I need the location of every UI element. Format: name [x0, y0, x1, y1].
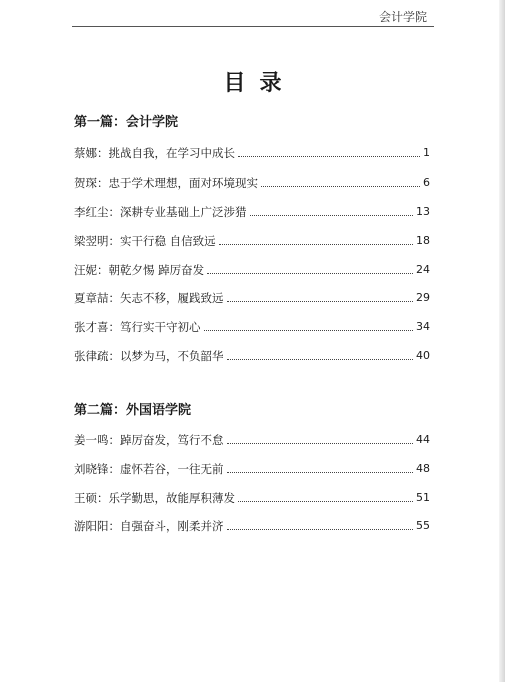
- toc-entry-text: 刘晓锋：虚怀若谷，一往无前: [74, 462, 224, 476]
- toc-entry-text: 李红尘：深耕专业基础上广泛涉猎: [74, 205, 247, 219]
- toc-entry[interactable]: [74, 461, 430, 477]
- dot-leader: [227, 472, 414, 473]
- toc-page-number: 44: [416, 433, 430, 446]
- toc-entry-text: 张才喜：笃行实干守初心: [74, 320, 201, 334]
- toc-page-number: 48: [416, 462, 430, 475]
- toc-page-number: 24: [416, 263, 430, 276]
- toc-entry-text: 张律疏：以梦为马，不负韶华: [74, 349, 224, 363]
- running-header: 会计学院: [378, 10, 427, 24]
- toc-entry-text: 王硕：乐学勤思，故能厚积薄发: [74, 491, 235, 505]
- toc-page-number: 55: [416, 519, 430, 532]
- toc-entry-text: 梁翌明：实干行稳 自信致远: [74, 234, 216, 248]
- toc-entry-text: 蔡娜：挑战自我，在学习中成长: [74, 146, 235, 160]
- dot-leader: [207, 273, 413, 274]
- toc-entry[interactable]: [74, 348, 430, 364]
- toc-entry[interactable]: [74, 290, 430, 306]
- toc-entry-text: 游阳阳：自强奋斗，刚柔并济: [74, 519, 224, 533]
- toc-entry[interactable]: [74, 262, 430, 278]
- toc-entry-text: 夏章喆：矢志不移，履践致远: [74, 291, 224, 305]
- header-rule: [72, 26, 434, 27]
- toc-entry[interactable]: [74, 432, 430, 448]
- dot-leader: [204, 330, 414, 331]
- toc-entry[interactable]: [74, 204, 430, 220]
- toc-entry[interactable]: [74, 175, 430, 191]
- section-title-accounting: 第一篇：会计学院: [74, 115, 179, 130]
- section-title-foreign-languages: 第二篇：外国语学院: [74, 403, 192, 418]
- toc-entry[interactable]: [74, 319, 430, 335]
- dot-leader: [227, 359, 414, 360]
- toc-entry[interactable]: [74, 145, 430, 161]
- toc-page-number: 1: [423, 146, 430, 159]
- toc-entry[interactable]: [74, 490, 430, 506]
- toc-entry-text: 贺琛：忠于学术理想，面对环境现实: [74, 176, 258, 190]
- toc-page-number: 13: [416, 205, 430, 218]
- page-title: 目录: [223, 70, 296, 96]
- toc-page-number: 51: [416, 491, 430, 504]
- dot-leader: [238, 156, 420, 157]
- dot-leader: [227, 301, 414, 302]
- toc-page-number: 6: [423, 176, 430, 189]
- toc-page-number: 29: [416, 291, 430, 304]
- toc-page-number: 40: [416, 349, 430, 362]
- toc-page-number: 34: [416, 320, 430, 333]
- dot-leader: [219, 244, 413, 245]
- toc-entry-text: 汪妮：朝乾夕惕 踔厉奋发: [74, 263, 205, 277]
- dot-leader: [238, 501, 413, 502]
- dot-leader: [250, 215, 414, 216]
- toc-entry[interactable]: [74, 518, 430, 534]
- dot-leader: [227, 529, 414, 530]
- toc-entry[interactable]: [74, 233, 430, 249]
- dot-leader: [261, 186, 420, 187]
- dot-leader: [227, 443, 414, 444]
- toc-entry-text: 姜一鸣：踔厉奋发，笃行不怠: [74, 433, 224, 447]
- toc-page-number: 18: [416, 234, 430, 247]
- page-edge-shadow: [499, 0, 505, 682]
